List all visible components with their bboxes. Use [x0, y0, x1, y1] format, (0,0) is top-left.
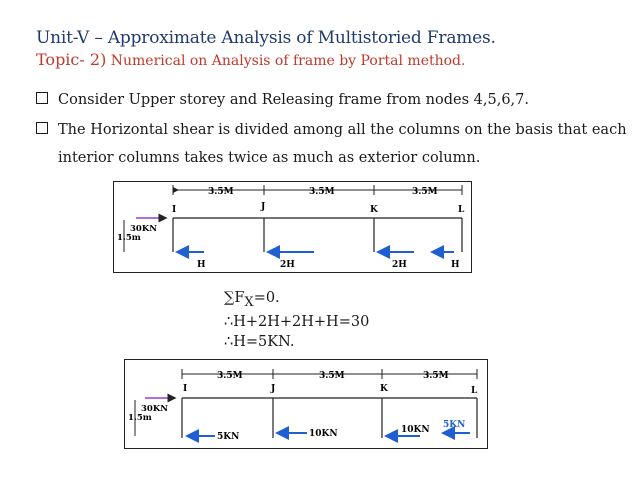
topic-prefix: Topic-: [36, 50, 85, 69]
load-label: 30KN: [130, 224, 157, 234]
topic-text: Numerical on Analysis of frame by Portal method.: [106, 53, 466, 69]
node-label: I: [183, 384, 188, 394]
node-label: J: [261, 202, 266, 212]
span-label: 3.5M: [217, 371, 243, 381]
shear-label: 10KN: [309, 429, 338, 439]
checkbox-bullet-icon: [36, 122, 48, 134]
frame-diagram-top: [113, 181, 472, 273]
bullet-2: The Horizontal shear is divided among all the columns on the basis that each: [36, 122, 627, 138]
checkbox-bullet-icon: [36, 92, 48, 104]
shear-label: 5KN: [443, 420, 466, 430]
node-label: J: [271, 384, 276, 394]
equation-sum: $\sum F_X=0$.: [224, 290, 280, 310]
bullet-1: Consider Upper storey and Releasing frame from nodes 4,5,6,7.: [36, 92, 529, 108]
shear-label: H: [451, 260, 460, 270]
node-label: K: [370, 205, 378, 215]
span-label: 3.5M: [423, 371, 449, 381]
shear-label: H: [197, 260, 206, 270]
shear-label: 2H: [392, 260, 407, 270]
equation-line2: ∴H+2H+2H+H=30: [224, 314, 370, 330]
bullet-2-continuation: interior columns takes twice as much as exterior column.: [58, 150, 481, 166]
frame-diagram-top-svg: [114, 182, 471, 272]
span-label: 3.5M: [412, 187, 438, 197]
shear-label: 5KN: [217, 432, 240, 442]
node-label: K: [380, 384, 388, 394]
slide-topic: [36, 50, 465, 69]
topic-number: 2): [84, 50, 107, 69]
equation-line3: ∴H=5KN.: [224, 334, 295, 350]
node-label: L: [458, 205, 465, 215]
load-label: 30KN: [141, 404, 168, 414]
node-label: L: [471, 386, 478, 396]
frame-diagram-bottom: [124, 359, 488, 449]
span-label: 3.5M: [309, 187, 335, 197]
height-label: 1.5m: [117, 233, 141, 243]
span-label: 3.5M: [319, 371, 345, 381]
shear-label: 10KN: [401, 425, 430, 435]
slide-title: Unit-V – Approximate Analysis of Multistoried Frames.: [36, 28, 496, 48]
node-label: I: [172, 205, 177, 215]
span-label: 3.5M: [208, 187, 234, 197]
height-label: 1.5m: [128, 413, 152, 423]
shear-label: 2H: [280, 260, 295, 270]
frame-diagram-bottom-svg: [125, 360, 487, 448]
